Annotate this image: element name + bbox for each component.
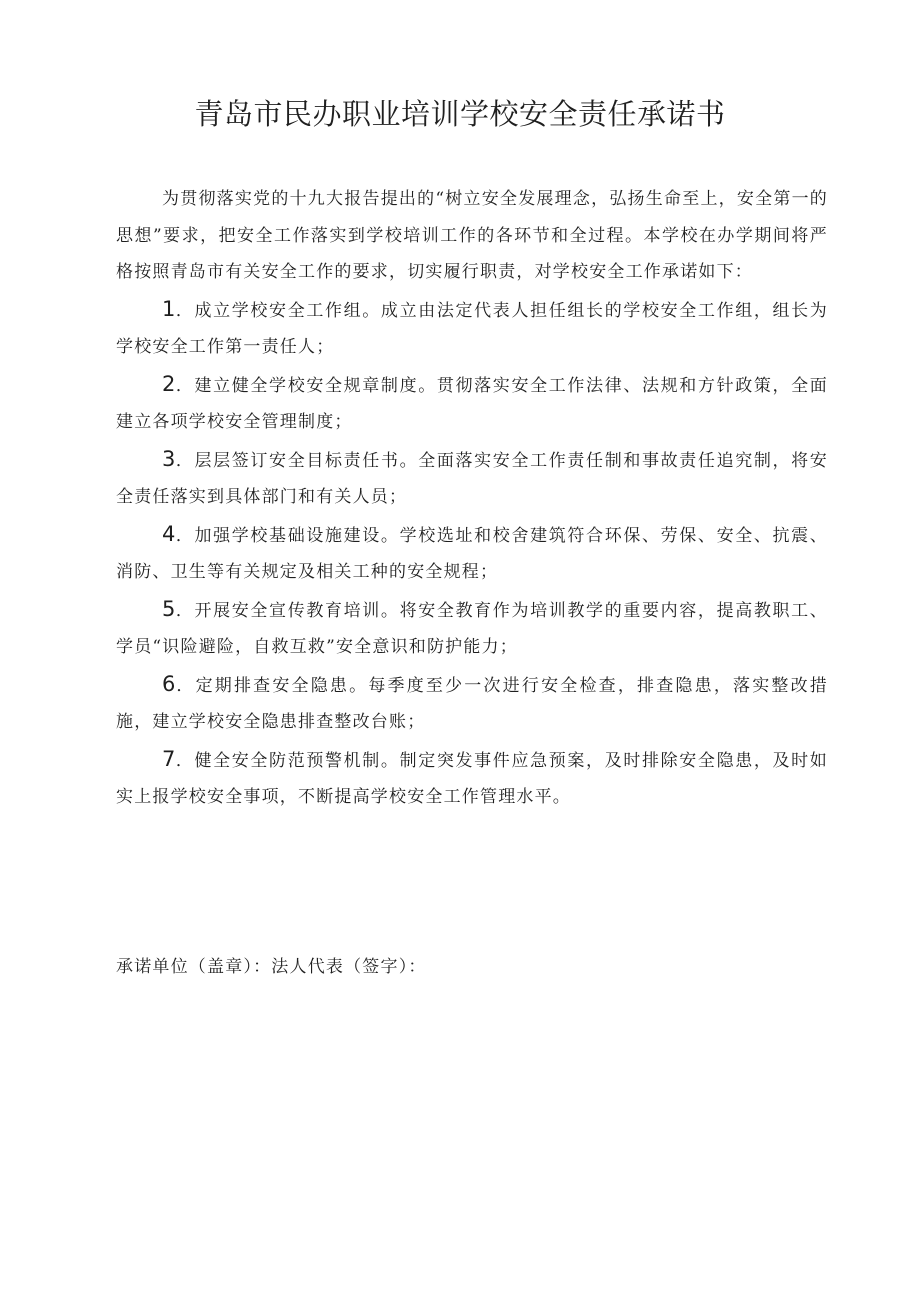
item-number: 5 (162, 596, 176, 621)
signature-line: 承诺单位（盖章）：法人代表（签字）： (116, 957, 427, 977)
item-text: ．加强学校基础设施建设。学校选址和校舍建筑符合环保、劳保、安全、抗震、消防、卫生等有关规定及相关工种的安全规程； (116, 525, 828, 582)
item-text: ．定期排查安全隐患。每季度至少一次进行安全检查，排查隐患，落实整改措施，建立学校安全隐患排查整改台账； (116, 675, 828, 732)
intro-paragraph: 为贯彻落实党的十九大报告提出的“树立安全发展理念，弘扬生命至上，安全第一的思想”要求，把安全工作落实到学校培训工作的各环节和全过程。本学校在办学期间将严格按照青岛市有关安全工作的要求，切实履行职责，对学校安全工作承诺如下： (116, 189, 828, 282)
commitment-item-1 (116, 291, 828, 366)
commitment-item-2 (116, 366, 828, 441)
commitment-item-7 (116, 741, 828, 816)
item-number: 4 (162, 521, 176, 546)
item-number: 7 (162, 746, 176, 771)
item-text: ．层层签订安全目标责任书。全面落实安全工作责任制和事故责任追究制，将安全责任落实到具体部门和有关人员； (116, 450, 828, 507)
commitment-item-3 (116, 441, 828, 516)
item-number: 2 (162, 371, 176, 396)
item-number: 3 (162, 446, 176, 471)
item-text: ．成立学校安全工作组。成立由法定代表人担任组长的学校安全工作组，组长为学校安全工作第一责任人； (116, 300, 828, 357)
document-body (116, 181, 828, 816)
commitment-item-6 (116, 666, 828, 741)
document-title: 青岛市民办职业培训学校安全责任承诺书 (194, 97, 726, 131)
item-number: 6 (162, 671, 176, 696)
item-number: 1 (162, 296, 176, 321)
item-text: ．开展安全宣传教育培训。将安全教育作为培训教学的重要内容，提高教职工、学员“识险避险，自救互救”安全意识和防护能力； (116, 600, 828, 657)
commitment-item-4 (116, 516, 828, 591)
commitment-item-5 (116, 591, 828, 666)
item-text: ．建立健全学校安全规章制度。贯彻落实安全工作法律、法规和方针政策，全面建立各项学校安全管理制度； (116, 375, 828, 432)
item-text: ．健全安全防范预警机制。制定突发事件应急预案，及时排除安全隐患，及时如实上报学校安全事项，不断提高学校安全工作管理水平。 (116, 750, 828, 807)
